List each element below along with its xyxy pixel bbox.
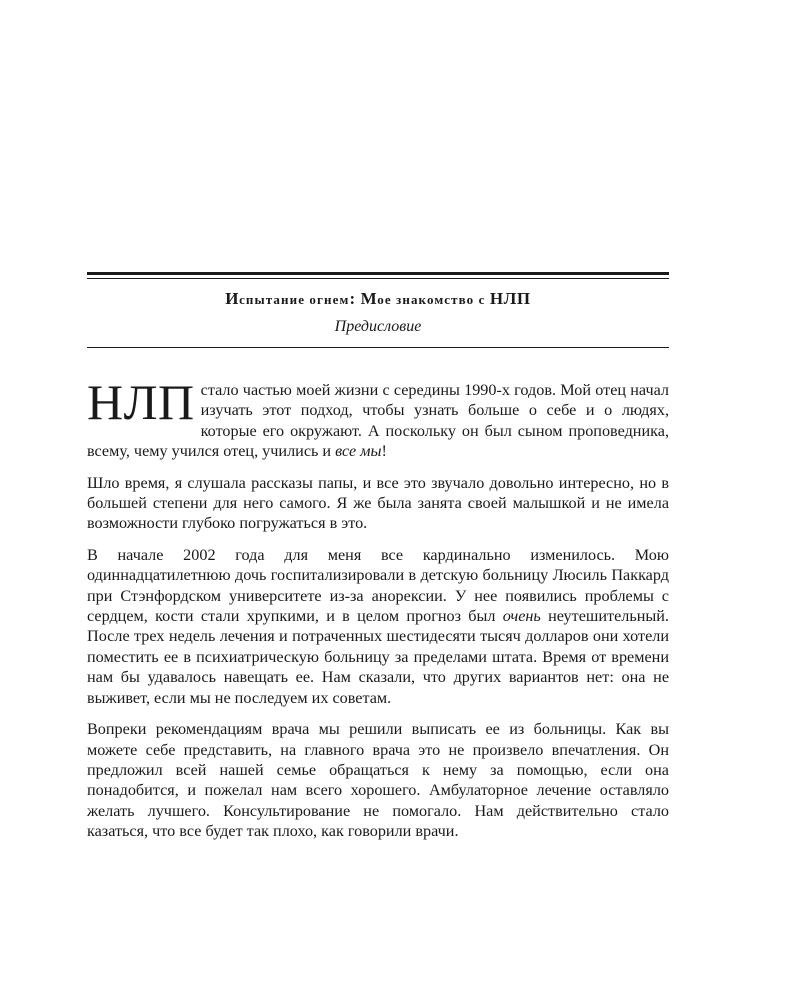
paragraph-2: Шло время, я слушала рассказы папы, и все это звучало довольно интересно, но в большей степени для него самого. Я же была занята своей малышкой и не имела возможности глубоко погружаться в это. — [87, 473, 669, 533]
paragraph-1: НЛП стало частью моей жизни с середины 1990-х годов. Мой отец начал изучать этот подход, чтобы узнать больше о себе и о людях, которые его окружают. А поскольку он был сыном проповедника, всему, чему учился отец, учились и все мы! — [87, 374, 669, 461]
book-page — [87, 0, 669, 1000]
paragraph-4: Вопреки рекомендациям врача мы решили выписать ее из больницы. Как вы можете себе представить, на главного врача это не произвело впечатления. Он предложил всей нашей семье обращаться к нему за помощью, если она понадобится, и пожелал нам всего хорошего. Амбулаторное лечение оставляло желать лучшего. Консультирование не помогало. Нам действительно стало казаться, что все будет так плохо, как говорили врачи. — [87, 720, 669, 841]
drop-cap: НЛП — [87, 374, 195, 430]
body-text — [87, 374, 669, 853]
chapter-subtitle: Предисловие — [334, 318, 422, 335]
paragraph-3: В начале 2002 года для меня все кардинально изменилось. Мою одиннадцатилетнюю дочь госпитализировали в детскую больницу Люсиль Паккард при Стэнфордском университете из-за анорексии. У нее появились проблемы с сердцем, кости стали хрупкими, и в целом прогноз был очень неутешительный. После трех недель лечения и потраченных шестидесяти тысяч долларов они хотели поместить ее в психиатрическую больницу за пределами штата. Время от времени нам бы удавалось навещать ее. Нам сказали, что других вариантов нет: она не выживет, если мы не последуем их советам. — [87, 545, 669, 707]
title-divider — [87, 347, 669, 348]
chapter-title: Испытание огнем: Мое знакомство с НЛП — [225, 289, 531, 308]
header-rule-thin — [87, 278, 669, 279]
header-rule-thick — [87, 272, 669, 275]
